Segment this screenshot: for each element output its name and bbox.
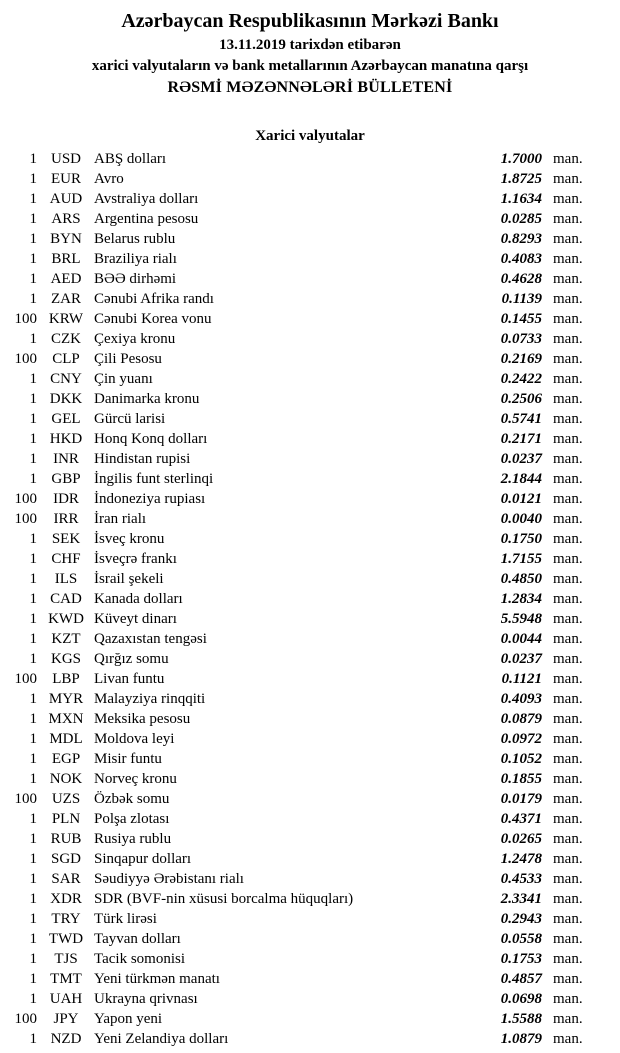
currency-name-cell: SDR (BVF-nin xüsusi borcalma hüquqları) bbox=[94, 891, 354, 907]
currency-name-cell: Çexiya kronu bbox=[94, 331, 176, 347]
currency-name-cell: Braziliya rialı bbox=[94, 251, 177, 267]
quantity-cell: 1 bbox=[29, 411, 37, 427]
rate-value-cell: 0.4628 bbox=[500, 271, 542, 287]
quantity-cell: 1 bbox=[29, 731, 37, 747]
currency-code-cell: USD bbox=[50, 151, 81, 167]
currency-name-cell: Avstraliya dolları bbox=[94, 191, 199, 207]
currency-code-cell: BRL bbox=[51, 251, 81, 267]
currency-code-cell: SGD bbox=[50, 851, 81, 867]
unit-label-cell: man. bbox=[553, 171, 583, 187]
quantity-cell: 100 bbox=[14, 511, 37, 527]
unit-label-cell: man. bbox=[553, 591, 583, 607]
currency-code-cell: KZT bbox=[51, 631, 81, 647]
table-row bbox=[0, 249, 620, 269]
currency-code-cell: INR bbox=[53, 451, 79, 467]
table-row bbox=[0, 589, 620, 609]
quantity-cell: 1 bbox=[29, 571, 37, 587]
quantity-cell: 1 bbox=[29, 831, 37, 847]
currency-name-cell: Avro bbox=[94, 171, 124, 187]
table-row bbox=[0, 869, 620, 889]
rate-value-cell: 1.7155 bbox=[500, 551, 542, 567]
quantity-cell: 1 bbox=[29, 851, 37, 867]
quantity-cell: 100 bbox=[14, 1011, 37, 1027]
unit-label-cell: man. bbox=[553, 451, 583, 467]
rate-value-cell: 0.1052 bbox=[500, 751, 542, 767]
currency-name-cell: Danimarka kronu bbox=[94, 391, 200, 407]
currency-code-cell: MYR bbox=[48, 691, 84, 707]
rate-value-cell: 5.5948 bbox=[500, 611, 542, 627]
currency-name-cell: Sinqapur dolları bbox=[94, 851, 192, 867]
table-row bbox=[0, 449, 620, 469]
unit-label-cell: man. bbox=[553, 751, 583, 767]
unit-label-cell: man. bbox=[553, 551, 583, 567]
currency-code-cell: EUR bbox=[51, 171, 81, 187]
rate-value-cell: 1.0879 bbox=[500, 1031, 542, 1047]
rate-value-cell: 0.0698 bbox=[500, 991, 542, 1007]
currency-code-cell: GEL bbox=[51, 411, 81, 427]
currency-name-cell: Küveyt dinarı bbox=[94, 611, 177, 627]
unit-label-cell: man. bbox=[553, 511, 583, 527]
unit-label-cell: man. bbox=[553, 771, 583, 787]
table-row bbox=[0, 609, 620, 629]
currency-code-cell: UAH bbox=[49, 991, 83, 1007]
quantity-cell: 100 bbox=[14, 491, 37, 507]
currency-code-cell: TJS bbox=[54, 951, 78, 967]
quantity-cell: 1 bbox=[29, 231, 37, 247]
quantity-cell: 1 bbox=[29, 871, 37, 887]
unit-label-cell: man. bbox=[553, 1031, 583, 1047]
rate-value-cell: 0.4850 bbox=[500, 571, 542, 587]
bank-name-title: Azərbaycan Respublikasının Mərkəzi Bankı bbox=[121, 10, 499, 32]
rate-value-cell: 0.0040 bbox=[500, 511, 542, 527]
quantity-cell: 1 bbox=[29, 331, 37, 347]
unit-label-cell: man. bbox=[553, 571, 583, 587]
currency-code-cell: EGP bbox=[51, 751, 81, 767]
rate-value-cell: 1.5588 bbox=[500, 1011, 542, 1027]
currency-code-cell: NZD bbox=[50, 1031, 82, 1047]
currency-code-cell: GBP bbox=[51, 471, 81, 487]
rate-value-cell: 0.1455 bbox=[500, 311, 542, 327]
currency-code-cell: HKD bbox=[49, 431, 83, 447]
table-row bbox=[0, 549, 620, 569]
table-row bbox=[0, 629, 620, 649]
currency-name-cell: Yeni türkmən manatı bbox=[94, 971, 220, 987]
currency-code-cell: NOK bbox=[49, 771, 83, 787]
unit-label-cell: man. bbox=[553, 491, 583, 507]
currency-code-cell: ARS bbox=[51, 211, 81, 227]
currency-code-cell: IDR bbox=[53, 491, 79, 507]
unit-label-cell: man. bbox=[553, 391, 583, 407]
currency-name-cell: Misir funtu bbox=[94, 751, 162, 767]
quantity-cell: 1 bbox=[29, 811, 37, 827]
currency-name-cell: Gürcü larisi bbox=[94, 411, 166, 427]
currency-name-cell: İsrail şekeli bbox=[94, 571, 164, 587]
bulletin-title: RƏSMİ MƏZƏNNƏLƏRİ BÜLLETENİ bbox=[167, 79, 453, 96]
table-row bbox=[0, 169, 620, 189]
table-row bbox=[0, 849, 620, 869]
table-row bbox=[0, 349, 620, 369]
table-row bbox=[0, 809, 620, 829]
currency-name-cell: Belarus rublu bbox=[94, 231, 176, 247]
quantity-cell: 100 bbox=[14, 311, 37, 327]
table-row bbox=[0, 309, 620, 329]
rate-value-cell: 0.4093 bbox=[500, 691, 542, 707]
unit-label-cell: man. bbox=[553, 791, 583, 807]
unit-label-cell: man. bbox=[553, 711, 583, 727]
unit-label-cell: man. bbox=[553, 691, 583, 707]
quantity-cell: 1 bbox=[29, 711, 37, 727]
currency-code-cell: KGS bbox=[50, 651, 81, 667]
rate-value-cell: 1.1634 bbox=[500, 191, 542, 207]
rate-value-cell: 0.2943 bbox=[500, 911, 542, 927]
currency-code-cell: AED bbox=[50, 271, 82, 287]
quantity-cell: 1 bbox=[29, 471, 37, 487]
unit-label-cell: man. bbox=[553, 531, 583, 547]
table-row bbox=[0, 509, 620, 529]
quantity-cell: 1 bbox=[29, 991, 37, 1007]
table-row bbox=[0, 889, 620, 909]
rate-value-cell: 0.0879 bbox=[500, 711, 542, 727]
rate-value-cell: 0.5741 bbox=[500, 411, 542, 427]
currency-code-cell: CHF bbox=[51, 551, 81, 567]
quantity-cell: 1 bbox=[29, 971, 37, 987]
rate-value-cell: 0.0265 bbox=[500, 831, 542, 847]
quantity-cell: 1 bbox=[29, 551, 37, 567]
unit-label-cell: man. bbox=[553, 871, 583, 887]
currency-code-cell: SEK bbox=[51, 531, 81, 547]
quantity-cell: 1 bbox=[29, 691, 37, 707]
table-row bbox=[0, 949, 620, 969]
table-row bbox=[0, 369, 620, 389]
currency-name-cell: BƏƏ dirhəmi bbox=[94, 271, 177, 287]
currency-name-cell: Norveç kronu bbox=[94, 771, 177, 787]
rate-value-cell: 2.3341 bbox=[500, 891, 542, 907]
currency-name-cell: Rusiya rublu bbox=[94, 831, 172, 847]
table-row bbox=[0, 569, 620, 589]
unit-label-cell: man. bbox=[553, 971, 583, 987]
unit-label-cell: man. bbox=[553, 651, 583, 667]
quantity-cell: 1 bbox=[29, 191, 37, 207]
currency-code-cell: CAD bbox=[50, 591, 82, 607]
section-title-foreign-currencies: Xarici valyutalar bbox=[255, 128, 365, 144]
quantity-cell: 1 bbox=[29, 631, 37, 647]
currency-code-cell: PLN bbox=[51, 811, 81, 827]
currency-name-cell: Kanada dolları bbox=[94, 591, 183, 607]
table-row bbox=[0, 669, 620, 689]
currency-name-cell: ABŞ dolları bbox=[94, 151, 167, 167]
rate-value-cell: 0.0237 bbox=[500, 651, 542, 667]
currency-name-cell: Tayvan dolları bbox=[94, 931, 181, 947]
unit-label-cell: man. bbox=[553, 991, 583, 1007]
currency-name-cell: Tacik somonisi bbox=[94, 951, 186, 967]
quantity-cell: 1 bbox=[29, 591, 37, 607]
rate-value-cell: 0.0237 bbox=[500, 451, 542, 467]
currency-code-cell: RUB bbox=[50, 831, 82, 847]
table-row bbox=[0, 969, 620, 989]
rate-value-cell: 0.4083 bbox=[500, 251, 542, 267]
quantity-cell: 1 bbox=[29, 1031, 37, 1047]
quantity-cell: 1 bbox=[29, 911, 37, 927]
table-row bbox=[0, 209, 620, 229]
rate-value-cell: 0.1753 bbox=[500, 951, 542, 967]
table-row bbox=[0, 649, 620, 669]
currency-name-cell: Yeni Zelandiya dolları bbox=[94, 1031, 229, 1047]
rate-value-cell: 0.4371 bbox=[500, 811, 542, 827]
unit-label-cell: man. bbox=[553, 631, 583, 647]
quantity-cell: 1 bbox=[29, 291, 37, 307]
document-subtitle: xarici valyutaların və bank metallarının Azərbaycan manatına qarşı bbox=[91, 58, 529, 74]
currency-code-cell: TMT bbox=[50, 971, 82, 987]
quantity-cell: 1 bbox=[29, 271, 37, 287]
unit-label-cell: man. bbox=[553, 671, 583, 687]
rate-value-cell: 0.8293 bbox=[500, 231, 542, 247]
currency-code-cell: ILS bbox=[54, 571, 78, 587]
currency-code-cell: DKK bbox=[49, 391, 83, 407]
currency-name-cell: İngilis funt sterlinqi bbox=[94, 471, 214, 487]
rate-value-cell: 0.1121 bbox=[501, 671, 542, 687]
rate-value-cell: 0.0121 bbox=[500, 491, 542, 507]
unit-label-cell: man. bbox=[553, 231, 583, 247]
table-row bbox=[0, 1009, 620, 1029]
unit-label-cell: man. bbox=[553, 311, 583, 327]
quantity-cell: 1 bbox=[29, 431, 37, 447]
rate-value-cell: 1.8725 bbox=[500, 171, 542, 187]
rate-value-cell: 0.0179 bbox=[500, 791, 542, 807]
currency-code-cell: LBP bbox=[52, 671, 80, 687]
table-row bbox=[0, 229, 620, 249]
rate-value-cell: 0.1139 bbox=[501, 291, 542, 307]
table-row bbox=[0, 329, 620, 349]
table-row bbox=[0, 789, 620, 809]
currency-name-cell: Meksika pesosu bbox=[94, 711, 191, 727]
currency-name-cell: İran rialı bbox=[94, 511, 147, 527]
currency-code-cell: SAR bbox=[51, 871, 81, 887]
table-row bbox=[0, 709, 620, 729]
currency-code-cell: BYN bbox=[50, 231, 82, 247]
rate-value-cell: 1.2478 bbox=[500, 851, 542, 867]
quantity-cell: 1 bbox=[29, 251, 37, 267]
table-row bbox=[0, 149, 620, 169]
currency-name-cell: Cənubi Korea vonu bbox=[94, 311, 212, 327]
quantity-cell: 1 bbox=[29, 451, 37, 467]
unit-label-cell: man. bbox=[553, 351, 583, 367]
rate-value-cell: 0.2169 bbox=[500, 351, 542, 367]
quantity-cell: 1 bbox=[29, 771, 37, 787]
currency-code-cell: UZS bbox=[51, 791, 81, 807]
currency-name-cell: Çili Pesosu bbox=[94, 351, 162, 367]
unit-label-cell: man. bbox=[553, 251, 583, 267]
table-row bbox=[0, 429, 620, 449]
unit-label-cell: man. bbox=[553, 151, 583, 167]
table-row bbox=[0, 829, 620, 849]
unit-label-cell: man. bbox=[553, 811, 583, 827]
unit-label-cell: man. bbox=[553, 851, 583, 867]
quantity-cell: 1 bbox=[29, 891, 37, 907]
unit-label-cell: man. bbox=[553, 731, 583, 747]
currency-code-cell: XDR bbox=[50, 891, 82, 907]
currency-name-cell: Honq Konq dolları bbox=[94, 431, 208, 447]
unit-label-cell: man. bbox=[553, 271, 583, 287]
rate-value-cell: 1.7000 bbox=[500, 151, 542, 167]
currency-code-cell: AUD bbox=[49, 191, 83, 207]
rates-table bbox=[0, 149, 620, 1049]
unit-label-cell: man. bbox=[553, 411, 583, 427]
table-row bbox=[0, 689, 620, 709]
rate-value-cell: 2.1844 bbox=[500, 471, 542, 487]
quantity-cell: 1 bbox=[29, 371, 37, 387]
unit-label-cell: man. bbox=[553, 611, 583, 627]
currency-code-cell: CLP bbox=[52, 351, 80, 367]
table-row bbox=[0, 289, 620, 309]
quantity-cell: 1 bbox=[29, 151, 37, 167]
quantity-cell: 1 bbox=[29, 611, 37, 627]
rate-value-cell: 0.2422 bbox=[500, 371, 542, 387]
currency-code-cell: ZAR bbox=[51, 291, 81, 307]
currency-code-cell: TWD bbox=[48, 931, 84, 947]
table-row bbox=[0, 749, 620, 769]
rate-value-cell: 1.2834 bbox=[500, 591, 542, 607]
table-row bbox=[0, 489, 620, 509]
quantity-cell: 1 bbox=[29, 651, 37, 667]
rate-value-cell: 0.2506 bbox=[500, 391, 542, 407]
currency-name-cell: Yapon yeni bbox=[94, 1011, 163, 1027]
unit-label-cell: man. bbox=[553, 951, 583, 967]
effective-date-line: 13.11.2019 tarixdən etibarən bbox=[219, 37, 401, 53]
table-row bbox=[0, 909, 620, 929]
rate-value-cell: 0.2171 bbox=[500, 431, 542, 447]
currency-name-cell: Qazaxıstan tengəsi bbox=[94, 631, 207, 647]
currency-code-cell: IRR bbox=[53, 511, 79, 527]
unit-label-cell: man. bbox=[553, 291, 583, 307]
quantity-cell: 1 bbox=[29, 751, 37, 767]
rate-value-cell: 0.4533 bbox=[500, 871, 542, 887]
rate-value-cell: 0.0285 bbox=[500, 211, 542, 227]
unit-label-cell: man. bbox=[553, 371, 583, 387]
rate-value-cell: 0.0044 bbox=[500, 631, 542, 647]
rate-value-cell: 0.0972 bbox=[500, 731, 542, 747]
currency-name-cell: Malayziya rinqqiti bbox=[94, 691, 206, 707]
rate-value-cell: 0.4857 bbox=[500, 971, 542, 987]
table-row bbox=[0, 389, 620, 409]
unit-label-cell: man. bbox=[553, 931, 583, 947]
quantity-cell: 1 bbox=[29, 531, 37, 547]
unit-label-cell: man. bbox=[553, 431, 583, 447]
quantity-cell: 100 bbox=[14, 351, 37, 367]
currency-code-cell: MDL bbox=[49, 731, 83, 747]
unit-label-cell: man. bbox=[553, 191, 583, 207]
table-row bbox=[0, 469, 620, 489]
rate-value-cell: 0.1855 bbox=[500, 771, 542, 787]
unit-label-cell: man. bbox=[553, 891, 583, 907]
unit-label-cell: man. bbox=[553, 831, 583, 847]
quantity-cell: 1 bbox=[29, 171, 37, 187]
currency-name-cell: Türk lirəsi bbox=[94, 911, 157, 927]
table-row bbox=[0, 1029, 620, 1049]
unit-label-cell: man. bbox=[553, 1011, 583, 1027]
unit-label-cell: man. bbox=[553, 331, 583, 347]
table-row bbox=[0, 409, 620, 429]
table-row bbox=[0, 929, 620, 949]
rate-value-cell: 0.0558 bbox=[500, 931, 542, 947]
currency-name-cell: Polşa zlotası bbox=[94, 811, 170, 827]
currency-code-cell: MXN bbox=[48, 711, 84, 727]
currency-name-cell: İsveçrə frankı bbox=[94, 551, 177, 567]
rate-value-cell: 0.0733 bbox=[500, 331, 542, 347]
currency-code-cell: CZK bbox=[51, 331, 81, 347]
unit-label-cell: man. bbox=[553, 471, 583, 487]
table-row bbox=[0, 769, 620, 789]
quantity-cell: 100 bbox=[14, 791, 37, 807]
currency-name-cell: Moldova leyi bbox=[94, 731, 175, 747]
unit-label-cell: man. bbox=[553, 911, 583, 927]
table-row bbox=[0, 529, 620, 549]
currency-code-cell: JPY bbox=[53, 1011, 79, 1027]
table-row bbox=[0, 269, 620, 289]
currency-code-cell: KWD bbox=[48, 611, 84, 627]
quantity-cell: 1 bbox=[29, 391, 37, 407]
table-row bbox=[0, 189, 620, 209]
currency-name-cell: Çin yuanı bbox=[94, 371, 153, 387]
currency-name-cell: Qırğız somu bbox=[94, 651, 169, 667]
table-row bbox=[0, 989, 620, 1009]
rate-value-cell: 0.1750 bbox=[500, 531, 542, 547]
currency-name-cell: Argentina pesosu bbox=[94, 211, 199, 227]
currency-name-cell: İndoneziya rupiası bbox=[94, 491, 206, 507]
quantity-cell: 100 bbox=[14, 671, 37, 687]
currency-name-cell: Ukrayna qrivnası bbox=[94, 991, 198, 1007]
currency-name-cell: Özbək somu bbox=[94, 791, 170, 807]
unit-label-cell: man. bbox=[553, 211, 583, 227]
document-header bbox=[0, 0, 620, 99]
quantity-cell: 1 bbox=[29, 211, 37, 227]
currency-name-cell: Livan funtu bbox=[94, 671, 165, 687]
currency-name-cell: Hindistan rupisi bbox=[94, 451, 191, 467]
quantity-cell: 1 bbox=[29, 951, 37, 967]
currency-name-cell: Cənubi Afrika randı bbox=[94, 291, 214, 307]
currency-name-cell: Səudiyyə Ərəbistanı rialı bbox=[94, 871, 244, 887]
currency-code-cell: CNY bbox=[50, 371, 82, 387]
quantity-cell: 1 bbox=[29, 931, 37, 947]
currency-code-cell: KRW bbox=[48, 311, 84, 327]
table-row bbox=[0, 729, 620, 749]
currency-name-cell: İsveç kronu bbox=[94, 531, 165, 547]
currency-code-cell: TRY bbox=[51, 911, 81, 927]
